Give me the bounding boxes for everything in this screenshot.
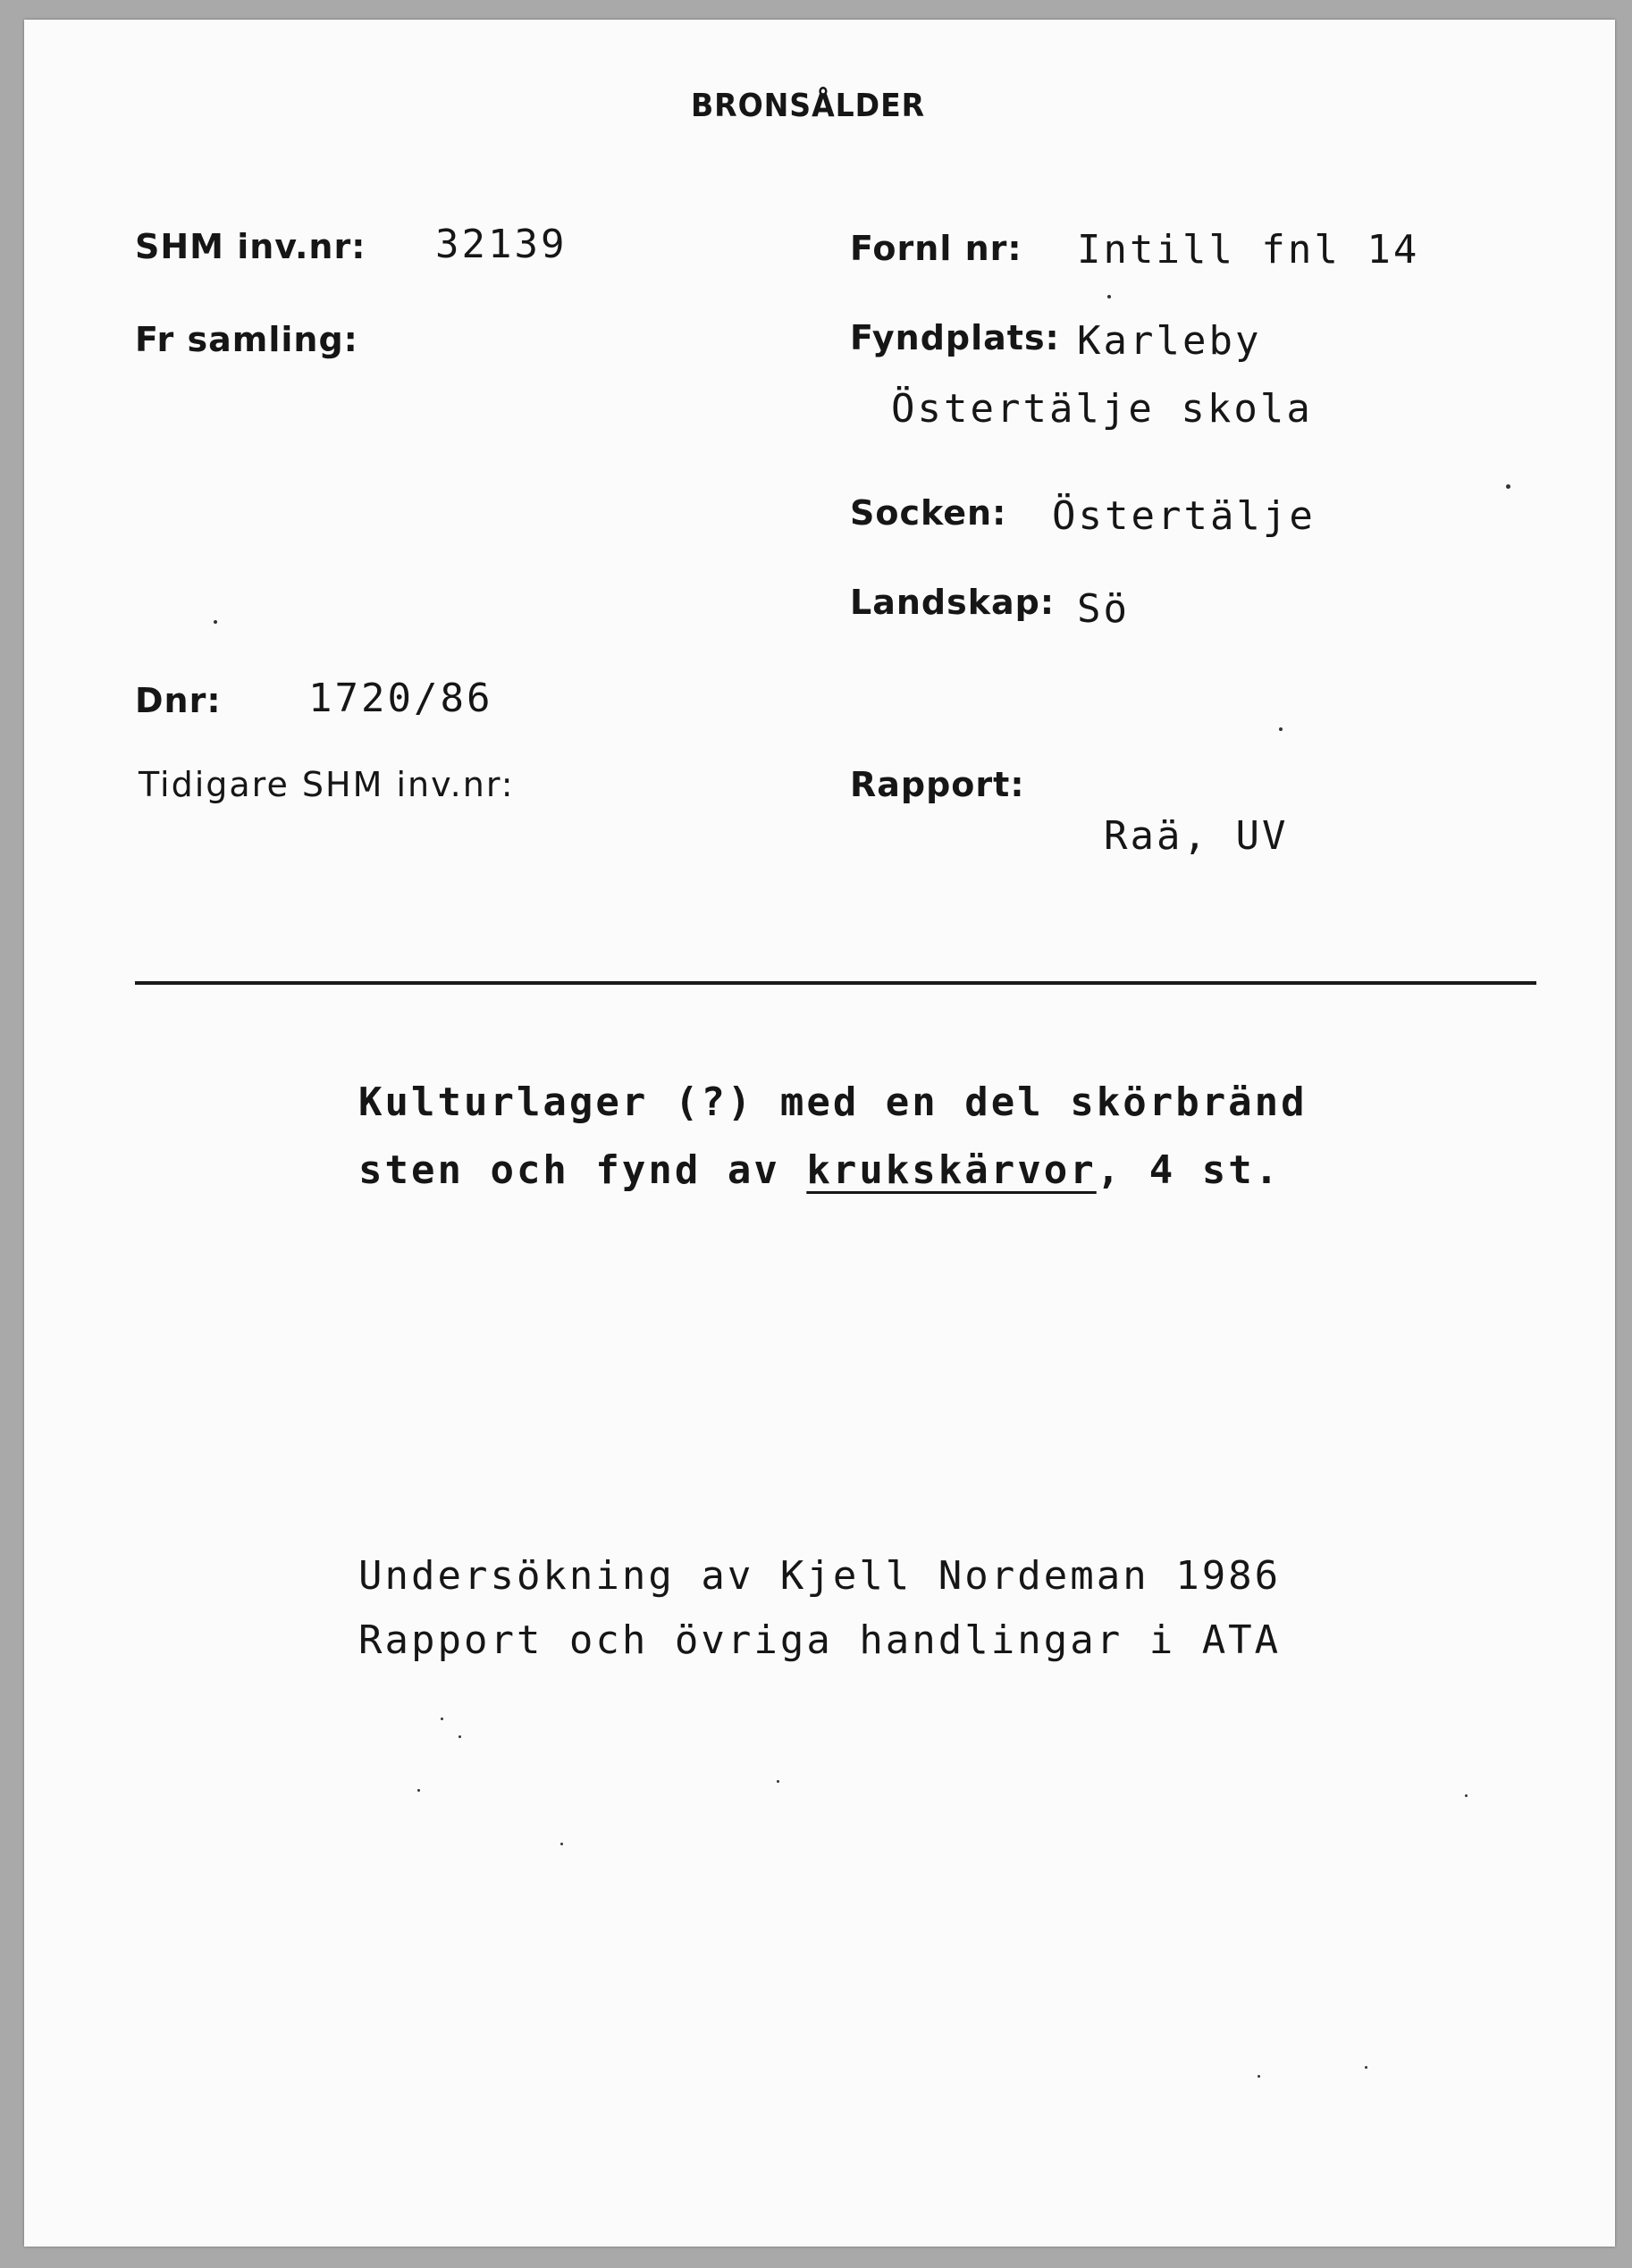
fyndplats-value-1: Karleby [1077,318,1262,364]
footer-line-1: Undersökning av Kjell Nordeman 1986 [358,1553,1282,1599]
divider-line [135,981,1536,985]
scan-speck [214,620,217,624]
scan-speck [1465,1794,1468,1797]
catalog-card [24,20,1615,2247]
scan-speck [1258,2075,1260,2078]
description-line-2-start: sten och fynd av [358,1147,807,1193]
dnr-value: 1720/86 [308,676,493,721]
scan-speck [1107,295,1111,298]
socken-value: Östertälje [1052,493,1316,539]
scan-speck [458,1735,461,1738]
dnr-label: Dnr: [135,681,222,720]
tidigare-shm-label: Tidigare SHM inv.nr: [139,765,515,804]
description-line-2 [358,1147,1281,1193]
landskap-label: Landskap: [850,583,1056,622]
shm-inv-label: SHM inv.nr: [135,227,366,266]
scan-speck [777,1780,779,1783]
shm-inv-value: 32139 [435,222,568,267]
fornl-value: Intill fnl 14 [1077,227,1420,273]
description-underlined-word: krukskärvor [806,1147,1097,1193]
card-title: BRONSÅLDER [691,88,926,124]
scan-speck [1365,2066,1367,2069]
footer-line-2: Rapport och övriga handlingar i ATA [358,1617,1282,1663]
rapport-value: Raä, UV [1104,813,1289,859]
scan-speck [417,1789,420,1792]
description-line-2-end: , 4 st. [1096,1147,1282,1193]
fyndplats-value-2: Östertälje skola [891,386,1313,432]
socken-label: Socken: [850,493,1007,533]
description-line-1: Kulturlager (?) med en del skörbränd [358,1079,1308,1125]
fr-samling-label: Fr samling: [135,320,358,359]
landskap-value: Sö [1077,586,1130,632]
scan-speck [1279,727,1283,731]
scan-speck [1506,484,1510,489]
scan-speck [560,1843,563,1845]
rapport-label: Rapport: [850,765,1025,804]
scan-speck [441,1718,443,1720]
fyndplats-label: Fyndplats: [850,318,1060,357]
fornl-label: Fornl nr: [850,229,1022,268]
